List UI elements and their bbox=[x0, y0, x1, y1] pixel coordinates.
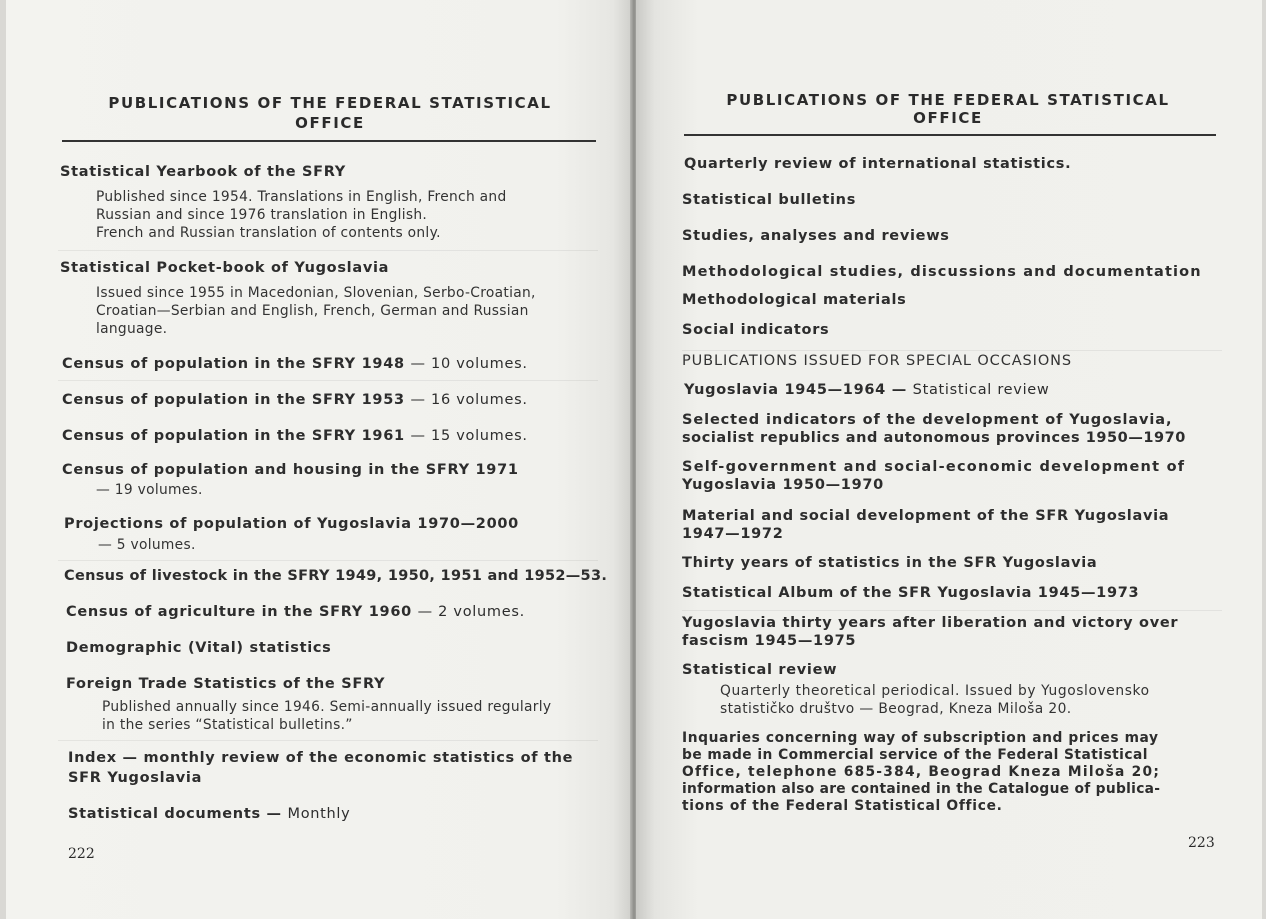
entry-demographic: Demographic (Vital) statistics bbox=[66, 640, 332, 656]
entry-methodological-materials: Methodological materials bbox=[682, 292, 907, 308]
right-title-line1: PUBLICATIONS OF THE FEDERAL STATISTICAL bbox=[726, 91, 1170, 109]
entry-statistical-bulletins: Statistical bulletins bbox=[682, 192, 857, 208]
entry-desc-line: — 19 volumes. bbox=[96, 482, 203, 498]
entry-index-line2: SFR Yugoslavia bbox=[68, 770, 203, 786]
entry-index: Index — monthly review of the economic statistics of the bbox=[68, 750, 574, 766]
entry-desc-line: language. bbox=[96, 321, 168, 337]
entry-census-1971: Census of population and housing in the SFRY 1971 bbox=[62, 462, 519, 478]
right-title-line2: OFFICE bbox=[913, 109, 983, 127]
entry-title: Census of population in the SFRY 1961 bbox=[62, 428, 405, 444]
right-page bbox=[636, 0, 1262, 919]
entry-self-government-line2: Yugoslavia 1950—1970 bbox=[682, 477, 884, 493]
entry-material-social-line2: 1947—1972 bbox=[682, 526, 784, 542]
entry-suffix: Statistical review bbox=[912, 382, 1050, 398]
entry-suffix: — 16 volumes. bbox=[410, 392, 528, 408]
inquiries-paragraph-line: information also are contained in the Catalogue of publica- bbox=[682, 781, 1161, 797]
entry-census-agriculture bbox=[66, 604, 525, 620]
entry-pocket-book: Statistical Pocket-book of Yugoslavia bbox=[60, 260, 390, 276]
entry-desc-line: Quarterly theoretical periodical. Issued by Yugoslovensko bbox=[720, 683, 1150, 699]
entry-thirty-years-liberation: Yugoslavia thirty years after liberation and victory over bbox=[682, 615, 1179, 631]
entry-census-1961 bbox=[62, 428, 528, 444]
entry-studies: Studies, analyses and reviews bbox=[682, 228, 950, 244]
entry-yugoslavia-1945-1964 bbox=[684, 382, 1049, 398]
entry-desc-line: in the series “Statistical bulletins.” bbox=[102, 717, 353, 733]
entry-desc-line: Published annually since 1946. Semi-annually issued regularly bbox=[102, 699, 552, 715]
entry-material-social: Material and social development of the SFR Yugoslavia bbox=[682, 508, 1170, 524]
entry-desc-line: statističko društvo — Beograd, Kneza Miloša 20. bbox=[720, 701, 1072, 717]
left-title-line2: OFFICE bbox=[295, 114, 365, 132]
entry-suffix: — 15 volumes. bbox=[410, 428, 528, 444]
inquiries-paragraph-line: Office, telephone 685-384, Beograd Kneza Miloša 20; bbox=[682, 764, 1161, 780]
entry-social-indicators: Social indicators bbox=[682, 322, 830, 338]
left-page bbox=[6, 0, 632, 919]
section-special-occasions: PUBLICATIONS ISSUED FOR SPECIAL OCCASIONS bbox=[682, 353, 1072, 369]
entry-statistical-yearbook: Statistical Yearbook of the SFRY bbox=[60, 164, 346, 180]
entry-projections: Projections of population of Yugoslavia 1970—2000 bbox=[64, 516, 519, 532]
entry-statistical-documents bbox=[68, 806, 350, 822]
entry-selected-indicators-line2: socialist republics and autonomous provinces 1950—1970 bbox=[682, 430, 1186, 446]
entry-foreign-trade: Foreign Trade Statistics of the SFRY bbox=[66, 676, 386, 692]
entry-statistical-album: Statistical Album of the SFR Yugoslavia 1945—1973 bbox=[682, 585, 1140, 601]
entry-desc-line: Croatian—Serbian and English, French, German and Russian bbox=[96, 303, 529, 319]
entry-desc-line: — 5 volumes. bbox=[98, 537, 196, 553]
entry-quarterly-review: Quarterly review of international statistics. bbox=[684, 156, 1072, 172]
entry-statistical-review: Statistical review bbox=[682, 662, 838, 678]
left-title-line1: PUBLICATIONS OF THE FEDERAL STATISTICAL bbox=[108, 94, 552, 112]
entry-title: Yugoslavia 1945—1964 — bbox=[684, 382, 907, 398]
entry-methodological-studies: Methodological studies, discussions and documentation bbox=[682, 264, 1202, 280]
entry-selected-indicators: Selected indicators of the development of Yugoslavia, bbox=[682, 412, 1173, 428]
entry-desc-line: Issued since 1955 in Macedonian, Slovenian, Serbo-Croatian, bbox=[96, 285, 536, 301]
entry-title: Statistical documents — bbox=[68, 806, 282, 822]
entry-census-1953 bbox=[62, 392, 528, 408]
entry-title: Census of population in the SFRY 1953 bbox=[62, 392, 405, 408]
entry-desc-line: French and Russian translation of contents only. bbox=[96, 225, 441, 241]
inquiries-paragraph-line: Inquaries concerning way of subscription and prices may bbox=[682, 730, 1159, 746]
entry-thirty-years-liberation-line2: fascism 1945—1975 bbox=[682, 633, 857, 649]
page-number-left: 222 bbox=[68, 846, 95, 862]
entry-census-1948 bbox=[62, 356, 528, 372]
entry-suffix: Monthly bbox=[287, 806, 351, 822]
inquiries-paragraph-line: tions of the Federal Statistical Office. bbox=[682, 798, 1003, 814]
left-title-rule bbox=[62, 140, 596, 142]
entry-census-livestock: Census of livestock in the SFRY 1949, 1950, 1951 and 1952—53. bbox=[64, 568, 608, 584]
entry-title: Census of agriculture in the SFRY 1960 bbox=[66, 604, 412, 620]
entry-desc-line: Published since 1954. Translations in English, French and bbox=[96, 189, 507, 205]
entry-title: Census of population in the SFRY 1948 bbox=[62, 356, 405, 372]
entry-desc-line: Russian and since 1976 translation in English. bbox=[96, 207, 428, 223]
entry-thirty-years-statistics: Thirty years of statistics in the SFR Yugoslavia bbox=[682, 555, 1098, 571]
right-title-rule bbox=[684, 134, 1216, 136]
entry-suffix: — 10 volumes. bbox=[410, 356, 528, 372]
entry-suffix: — 2 volumes. bbox=[417, 604, 525, 620]
page-number-right: 223 bbox=[1188, 835, 1215, 851]
inquiries-paragraph-line: be made in Commercial service of the Federal Statistical bbox=[682, 747, 1148, 763]
entry-self-government: Self-government and social-economic development of bbox=[682, 459, 1186, 475]
